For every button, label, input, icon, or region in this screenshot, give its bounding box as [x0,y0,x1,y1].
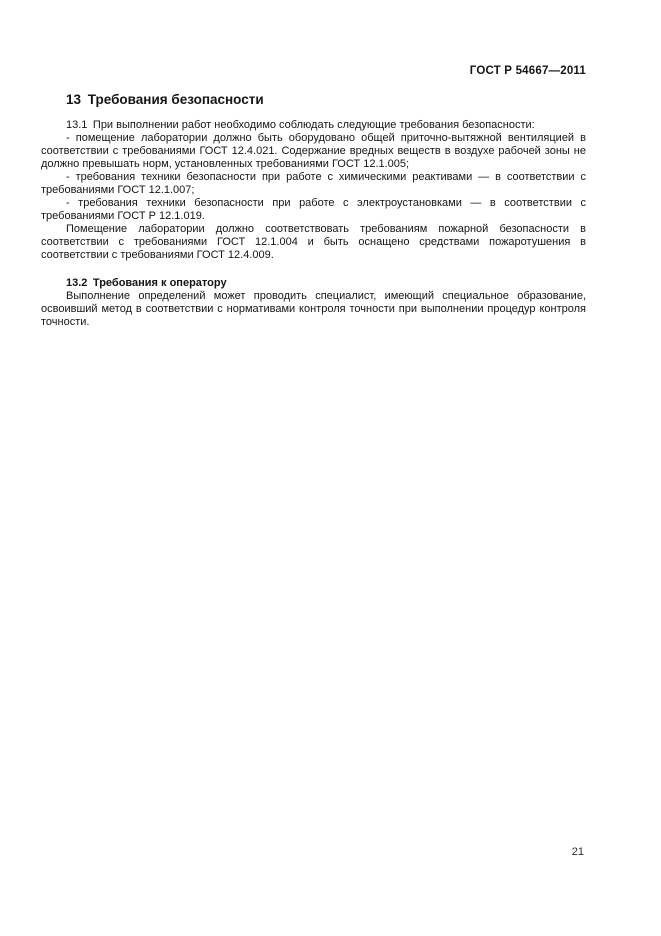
paragraph-13-1: 13.1 При выполнении работ необходимо соблюдать следующие требования безопасности: [66,119,535,131]
list-item-ventilation: - помещение лаборатории должно быть оборудовано общей приточно-вытяжной вентиляцией в соответствии с требованиями ГОСТ 12.4.021. Содержание вредных веществ в воздухе рабочей зоны не должно превышать норм, установленных требованиями ГОСТ 12.1.005; [41,132,586,170]
paragraph-fire-safety: Помещение лаборатории должно соответствовать требованиям пожарной безопасности в соответствии с требованиями ГОСТ 12.1.004 и быть оснащено средствами пожаротушения в соответствии с требованиями ГОСТ 12.4.009. [41,223,586,261]
paragraph-operator-requirements: Выполнение определений может проводить специалист, имеющий специальное образование, освоивший метод в соответствии с нормативами контроля точности при выполнении процедур контроля точности. [41,290,586,328]
list-item-electrical-safety: - требования техники безопасности при работе с электроустановками — в соответствии с требованиями ГОСТ Р 12.1.019. [41,197,586,222]
page-number: 21 [571,846,584,858]
list-item-chemical-safety: - требования техники безопасности при работе с химическими реактивами — в соответствии с требованиями ГОСТ 12.1.007; [41,171,586,196]
section-13-body [41,119,586,329]
section-13-title: 13 Требования безопасности [66,92,264,107]
text-block [41,64,586,329]
subsection-13-2-title: 13.2 Требования к оператору [66,277,227,289]
running-header-gost-code: ГОСТ Р 54667—2011 [469,65,586,77]
